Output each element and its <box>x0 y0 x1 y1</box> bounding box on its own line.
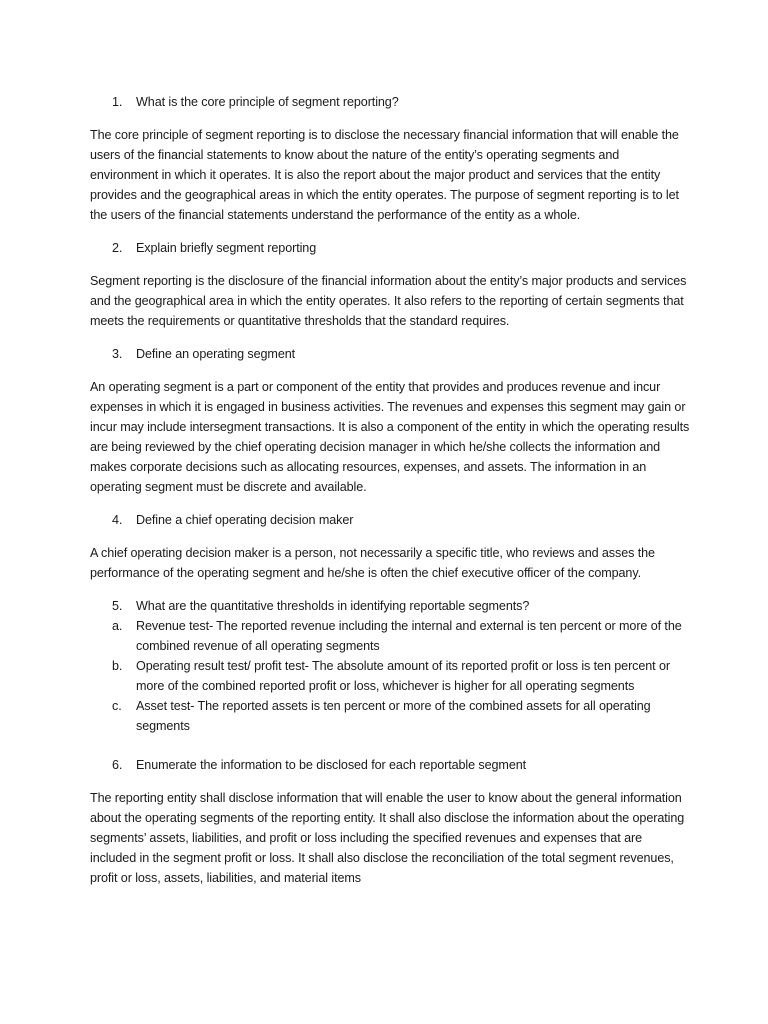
list-item <box>90 616 690 656</box>
list-item <box>90 696 690 736</box>
answer-4: A chief operating decision maker is a person, not necessarily a specific title, who reviews and asses the performance of the operating segment and he/she is often the chief executive officer of the company. <box>90 546 655 580</box>
question-text: What are the quantitative thresholds in identifying reportable segments? <box>136 599 530 613</box>
question-text: Enumerate the information to be disclosed for each reportable segment <box>136 758 527 772</box>
question-number: 3. <box>112 347 123 361</box>
question-text: Explain briefly segment reporting <box>136 241 317 255</box>
question-1 <box>90 92 690 112</box>
question-text: What is the core principle of segment reporting? <box>136 95 399 109</box>
answer-1: The core principle of segment reporting is to disclose the necessary financial information that will enable the users of the financial statements to know about the nature of the entity’s operating segments and environment in which it operates. It is also the report about the major product and services that the entity provides and the geographical areas in which the entity operates. The purpose of segment reporting is to let the users of the financial statements understand the performance of the entity as a whole. <box>90 128 679 222</box>
answer-2: Segment reporting is the disclosure of the financial information about the entity’s major products and services and the geographical area in which the entity operates. It also refers to the reporting of certain segments that meets the requirements or quantitative thresholds that the standard requires. <box>90 274 687 328</box>
question-2 <box>90 238 690 258</box>
list-item-marker: a. <box>112 619 123 633</box>
list-item-text: Revenue test- The reported revenue including the internal and external is ten percent or more of the combined revenue of all operating segments <box>136 619 682 653</box>
question-6 <box>90 755 690 775</box>
threshold-list <box>90 616 690 736</box>
answer-3: An operating segment is a part or component of the entity that provides and produces revenue and incur expenses in which it is engaged in business activities. The revenues and expenses this segment may gain or incur may include intersegment transactions. It is also a component of the entity in which the operating results are being reviewed by the chief operating decision manager in which he/she collects the information and makes corporate decisions such as allocating resources, expenses, and assets. The information in an operating segment must be discrete and available. <box>90 380 690 494</box>
list-item-text: Operating result test/ profit test- The absolute amount of its reported profit or loss is ten percent or more of the combined reported profit or loss, whichever is higher for all operating segments <box>136 659 670 693</box>
document-page <box>90 92 690 901</box>
question-number: 4. <box>112 513 123 527</box>
list-item-text: Asset test- The reported assets is ten percent or more of the combined assets for all operating segments <box>136 699 651 733</box>
question-5 <box>90 596 690 616</box>
question-number: 6. <box>112 758 123 772</box>
question-4 <box>90 510 690 530</box>
question-text: Define a chief operating decision maker <box>136 513 354 527</box>
question-text: Define an operating segment <box>136 347 296 361</box>
question-3 <box>90 344 690 364</box>
answer-6: The reporting entity shall disclose information that will enable the user to know about the general information about the operating segments of the reporting entity. It shall also disclose the information about the operating segments’ assets, liabilities, and profit or loss including the specified revenues and expenses that are included in the segment profit or loss. It shall also disclose the reconciliation of the total segment revenues, profit or loss, assets, liabilities, and material items <box>90 791 685 885</box>
question-number: 1. <box>112 95 123 109</box>
list-item <box>90 656 690 696</box>
list-item-marker: b. <box>112 659 123 673</box>
list-item-marker: c. <box>112 699 122 713</box>
question-number: 5. <box>112 599 123 613</box>
question-number: 2. <box>112 241 123 255</box>
